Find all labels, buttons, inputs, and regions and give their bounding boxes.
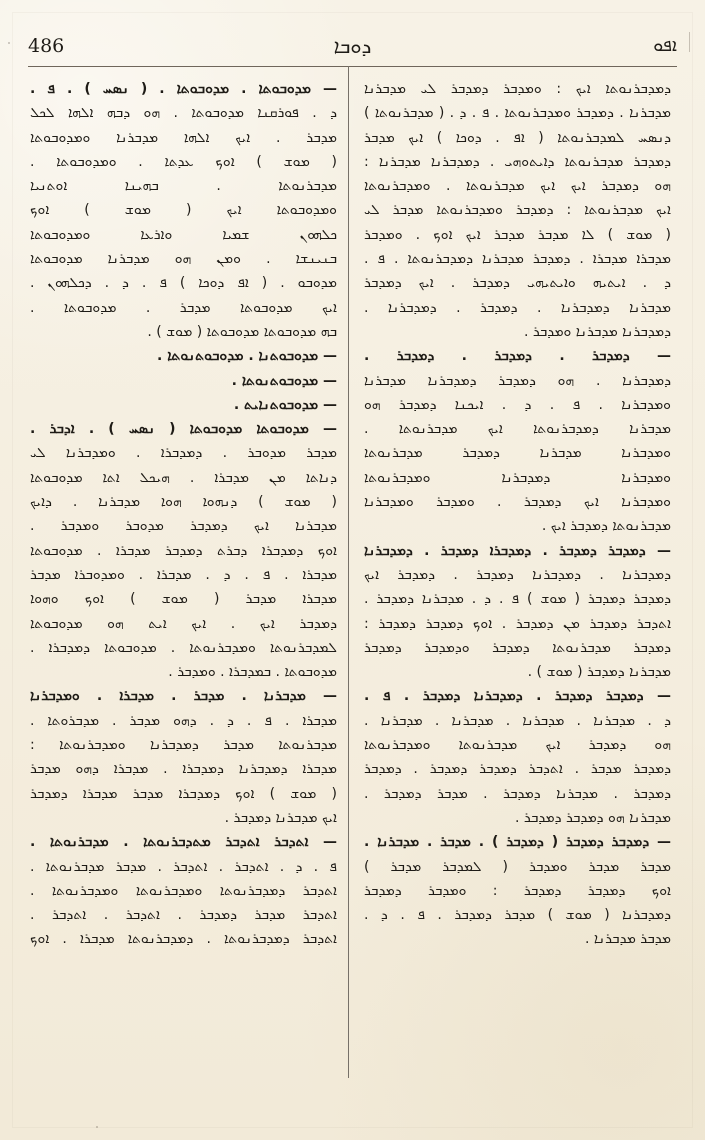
text-line: ܕܡܕܒܪ ܕܡܕܒܪ ( ܡܘܫ ) ܦ . ܕ . ܡܕܒܪܢܐ ܕܡܕܒܪ . — [364, 591, 671, 608]
text-line: ܐܝܟ ܡܕܒܪܢܐ ܕܡܕܒܪ . — [224, 809, 337, 826]
text-line: ܐܝܟ ܡܕܘܒܘܬܐ ܡܕܒܪ . ܡܕܘܒܘܬܐ . — [30, 299, 337, 316]
text-line: ܘܡܕܘܒܘܬܐ ܐܝܟ ( ܡܘܫ ) ܐܘܟ — [30, 202, 337, 219]
text-line: ܐܬܕܒܪ ܡܕܒܪ ܕܡܕܒܪ . ܐܬܕܒܪ . ܐܬܕܒܪ . — [30, 907, 337, 924]
text-line: — ܐܬܕܒܪ ܐܬܕܒܪ ܡܬܕܒܪܢܘܬܐ . ܡܕܒܪܢܘܬܐ . — [30, 834, 337, 851]
text-line: ܕܡܕܒܪܢܐ ( ܡܘܫ ) ܡܕܒܪ ܕܡܕܒܪ . ܦ . ܕ . — [364, 907, 671, 924]
text-line: — ܡܕܒܪܢܐ . ܡܕܒܪ . ܡܕܒܪܐ . ܘܡܕܒܪܢܐ — [30, 688, 337, 705]
text-line: ܒܗ ܡܕܘܒܘܬܐ ܡܕܘܒܘܬܐ ( ܡܘܫ ) . — [147, 323, 337, 340]
text-line: ܕܡܕܒܪ ܡܕܒܪܢܘܬܐ ܕܡܕܒܪ ܘܕܡܕܒܪ ܕܡܕܒܪ — [364, 639, 671, 656]
text-line: ܕܡܕܒܪ ܡܕܒܪܢܘܬܐ ܕܐܝܬܘܗܝ . ܕܡܕܒܪܢܐ ܡܕܒܪܢܐ : — [364, 153, 671, 170]
text-line: — ܕܡܕܒܪ ܕܡܕܒܪ . ܕܡܕܒܪܢܐ ܕܡܕܒܪ . ܦ . — [364, 688, 671, 705]
text-line: ܗܘ ܕܡܕܒܪ ܐܝܟ ܡܕܒܪܢܘܬܐ ܘܡܕܒܪܢܘܬܐ — [364, 737, 671, 754]
text-line: — ܕܡܕܒܪ ܕܡܕܒܪ . ܕܡܕܒܪܐ ܕܡܕܒܪ . ܕܡܕܒܪܢܐ — [364, 542, 671, 559]
text-line: ܡܕܒܪ . ܐܝܟ ܐܠܗܐ ܡܕܒܪܢܐ ܘܡܕܘܒܘܬܐ — [30, 129, 337, 146]
text-line: — ܡܕܘܒܘܬܢܘܬܐ . — [231, 372, 337, 389]
text-line: — ܕܡܕܒܪ . ܕܡܕܒܪ . ܕܡܕܒܪ . — [364, 348, 671, 365]
text-line: ܕܡܕܒܪܢܐ . ܗܘ ܕܡܕܒܪ ܕܡܕܒܪܢܐ ܡܕܒܪܢܐ — [364, 372, 671, 389]
page-edge-mark — [681, 32, 690, 52]
text-line: ܡܕܒܪܢܘܬܐ . ܒܗܝܢܐ ܐܘܬܢܝܐ — [30, 178, 337, 195]
text-line: ܕ . ܦܘܪܩܢܐ ܡܕܘܒܘܬܐ . ܗܘ ܕܒܗ ܐܠܗܐ ܠܟܠ — [30, 105, 337, 122]
text-line: ܘܡܕܒܪܢܐ . ܦ . ܕ . ܐܝܟܢܐ ܕܡܕܒܪ ܗܘ — [364, 396, 671, 413]
text-line: ܡܕܒܪܢܐ . ܕܡܕܒܪ ܘܡܕܒܪܢܘܬܐ . ܦ . ܕ . ( ܡܕܒܪܢܘܬܐ ) — [364, 105, 671, 122]
column-divider — [348, 66, 349, 1078]
text-line: ܕܡܕܒܪܢܐ . ܕܡܕܒܪܢܐ ܕܡܕܒܪ . ܕܡܕܒܪ ܐܝܟ — [364, 566, 671, 583]
text-line: ܕܡܕܒܪܢܘܬܐ ܐܝܟ : ܘܡܕܒܪ ܕܡܕܒܪ ܠܝ ܡܕܒܪܢܐ — [364, 81, 671, 97]
text-line: ܕ . ܡܕܒܪܢܐ . ܡܕܒܪܢܐ . ܡܕܒܪܢܐ . ܡܕܒܪܢܐ . — [364, 712, 671, 729]
left-text-column — [30, 77, 337, 1069]
text-line: ܘܡܕܒܪܢܐ ܡܕܒܪܢܐ ܕܡܕܒܪ ܡܕܒܪܢܘܬܐ — [364, 445, 671, 462]
text-line: ܐܝܟ ܡܕܒܪܢܘܬܐ : ܕܡܕܒܪ ܘܡܕܒܪܢܘܬܐ ܡܕܒܪ ܠܝ — [364, 202, 671, 219]
text-line: ܡܕܒܪܐ ܕܡܕܒܪܢܐ ܕܡܕܒܪܐ . ܡܕܒܪܐ ܕܗܘ ܡܕܒܪ — [30, 761, 337, 778]
text-line: ܡܕܒܪܢܐ ܕܡܕܒܪܢܐ . ܕܡܕܒܪ . ܕܡܕܒܪܢܐ . — [364, 299, 671, 316]
running-head: ܕܘܒܐ — [333, 34, 372, 58]
right-text-column — [364, 77, 671, 1069]
page-header — [28, 32, 677, 60]
text-line: ܡܕܒܪ ܡܕܘܒܪ . ܕܡܕܒܪܐ . ܘܡܕܒܪܢܐ ܠܝ — [30, 445, 337, 462]
text-line: — ܡܕܘܒܘܬܢܐ . ܡܕܘܒܘܬܢܘܬܐ . — [157, 348, 337, 365]
text-line: — ܡܕܘܒܘܬܐ . ܡܕܘܒܘܬܐ . ( ܢܣܚ ) . ܦ . — [30, 81, 337, 97]
paper-speck — [96, 1126, 98, 1128]
text-line: ܕ . ܐܝܬܝܗ ܘܐܝܬܝܗܝ ܕܡܕܒܪ . ܐܝܟ ܕܡܕܒܪ — [364, 275, 671, 292]
text-line: ܡܕܒܪܐ . ܦ . ܕ . ܕܗܘ ܡܕܒܪ . ܡܕܒܪܘܬܐ . — [30, 712, 337, 729]
text-line: ܡܕܘܒܘ . ( ܐܦ ܕܘܟܐ ) ܦ . ܕ . ܕܟܠܗܘܢ . — [30, 275, 337, 292]
text-line: ܠܡܕܒܪܢܘܬܐ ܘܡܕܒܪܢܘܬܐ . ܡܕܘܒܘܬܐ ܕܡܕܒܪܐ . — [30, 639, 337, 656]
text-line: ܕܡܕܒܪ ܡܕܒܪ . ܐܬܕܒܪ ܕܡܕܒܪ ܕܡܕܒܪ . ܕܡܕܒܪ — [364, 761, 671, 778]
text-line: — ܡܕܘܒܘܬܐ ܡܕܘܒܘܬܐ ( ܢܣܚ ) . ܐܕܒܪ . — [30, 421, 337, 438]
text-line: ܘܡܕܒܪܢܐ ܕܡܕܒܪܢܐ ܘܡܕܒܪܢܘܬܐ — [364, 469, 671, 486]
text-line: ܒܢܝܢܫܐ . ܘܡܢ ܗܘ ܡܕܒܪܢܐ ܡܕܘܒܘܬܐ — [30, 251, 337, 268]
text-line: ܡܕܒܪܢܐ ܕܡܕܒܪ ( ܡܘܫ ) . — [527, 664, 671, 681]
text-line: ܘܡܕܒܪܢܐ ܐܝܟ ܕܡܕܒܪ . ܘܡܕܒܪ ܘܡܕܒܪܢܐ — [364, 494, 671, 511]
text-line: ܐܘܟ ܕܡܕܒܪܐ ܕܒܪܬ ܕܡܕܒܪ ܡܕܒܪܐ . ܡܕܘܒܘܬܐ — [30, 542, 337, 559]
text-line: ܡܕܒܪܢܘܬܐ ܕܡܕܒܪ ܐܝܟ . — [541, 518, 671, 535]
text-line: ܡܕܒܪܐ ܡܕܒܪܐ . ܕܡܕܒܪ ܡܕܒܪܢܐ ܕܡܕܒܪܢܘܬܐ . ܦ . — [364, 251, 671, 268]
text-line: — ܕܡܕܒܪ ܕܡܕܒܪ ( ܕܡܕܒܪ ) . ܡܕܒܪ . ܡܕܒܪܢܐ . — [364, 834, 671, 851]
text-line: ܡܕܒܪ ܡܕܒܪܢܐ . — [585, 931, 671, 948]
text-line: ( ܡܘܫ ) ܕܢܗܘܐ ܗܘܐ ܡܕܒܪܢܐ . ܕܐܝܟ — [30, 494, 337, 511]
text-line: ܡܕܒܪܐ . ܦ . ܕ . ܡܕܒܪܐ . ܘܡܕܘܒܪܐ ܡܕܒܪ — [30, 566, 337, 583]
text-line: ܡܕܒܪܢܘܬܐ ܡܕܒܪ ܕܡܕܒܪܢܐ ܘܡܕܒܪܢܘܬܐ : — [30, 737, 337, 754]
text-line: ܕܢܐܬܐ ܡܢ ܡܕܒܪܐ . ܗܝܟܠ ܐܬܐ ܡܕܘܒܘܬܐ — [30, 469, 337, 486]
text-line: ܐܬܕܒܪ ܕܡܕܒܪ ܡܢ ܕܡܕܒܪ . ܐܘܟ ܕܡܕܒܪ ܕܡܕܒܪ : — [364, 615, 671, 632]
text-line: ܡܕܒܪܢܐ ܕܡܕܒܪܢܘܬܐ ܐܝܟ ܡܕܒܪܢܘܬܐ . — [364, 421, 671, 438]
text-line: ܡܕܒܪܐ ܡܕܒܪ ( ܡܘܫ ) ܐܘܟ ܘܗܘܐ — [30, 591, 337, 608]
text-line: ܦ . ܕ . ܐܬܕܒܪ . ܐܬܕܒܪ . ܡܕܒܪ ܡܕܒܪܢܘܬܐ . — [30, 858, 337, 875]
text-line: ܡܕܒܪܢܐ ܗܘ ܕܡܕܒܪ ܕܡܕܒܪ . — [515, 809, 671, 826]
text-line: ܡܕܒܪܢܐ ܐܝܟ ܕܡܕܒܪ ܡܕܘܒܪ ܘܡܕܒܪ . — [30, 518, 337, 535]
page-number-right: ܐܦܘ — [653, 35, 677, 56]
header-divider — [28, 66, 677, 67]
text-line: ܗܘ ܕܡܕܒܪ ܐܝܟ ܐܝܟ ܡܕܒܪܢܘܬܐ . ܘܡܕܒܪܢܘܬܐ — [364, 178, 671, 195]
paper-speck — [8, 42, 10, 44]
text-line: ܕܡܕܒܪ ܐܝܟ . ܐܝܟ ܐܝܬ ܗܘ ܡܕܘܒܘܬܐ — [30, 615, 337, 632]
text-line: ( ܡܘܫ ) ܐܘܟ ܥܕܬܐ . ܘܡܕܘܒܘܬܐ . — [30, 153, 337, 170]
text-line: ܐܬܕܒܪ ܕܡܕܒܪܢܘܬܐ . ܕܡܕܒܪܢܘܬܐ ܡܕܒܪܐ . ܐܘܟ — [30, 931, 337, 948]
text-line: ܕܡܕܒܪ . ܡܕܒܪܢܐ ܕܡܕܒܪ . ܡܕܒܪ ܕܡܕܒܪ . — [364, 785, 671, 802]
text-line: ܕܢܣܚ ܠܡܕܒܪܢܘܬܐ ( ܐܦ . ܕܘܟܐ ) ܐܝܟ ܡܕܒܪ — [364, 129, 671, 146]
text-line: ( ܡܘܫ ) ܐܘܟ ܕܡܕܒܪܐ ܡܕܒܪ ܡܕܒܪܐ ܕܡܕܒܪ — [30, 785, 337, 802]
text-line: ( ܡܘܫ ) ܠܐ ܡܕܒܪ ܡܕܒܪ ܐܝܟ ܐܘܟ . ܘܡܕܒܪ — [364, 226, 671, 243]
text-line: ܡܕܒܪ ܡܕܒܪ ܘܡܕܒܪ ( ܠܡܕܒܪ ܡܕܒܪ ) — [364, 858, 671, 875]
text-line: ܐܬܕܒܪ ܕܡܕܒܪܢܘܬܐ ܘܡܕܒܪܢܘܬܐ ܘܡܕܒܪܢܘܬܐ . — [30, 882, 337, 899]
text-line: ܡܕܘܒܘܬܐ . ܒܡܕܒܪܐ . ܘܡܕܒܪ . — [168, 664, 337, 681]
text-line: ܕܡܕܒܪܢܐ ܡܕܒܪܢܐ ܘܡܕܒܪ . — [523, 323, 671, 340]
text-line: — ܡܕܘܒܘܬܢܐܝܬ . — [233, 396, 337, 413]
page-number-left: 486 — [28, 35, 65, 57]
text-line: ܐܘܟ ܕܡܕܒܪ ܕܡܕܒܪ : ܘܡܕܒܪ ܕܡܕܒܪ — [364, 882, 671, 899]
text-line: ܟܠܗܘܢ ܫܡܝܐ ܘܐܪܥܐ ܘܡܕܘܒܘܬܐ — [30, 226, 337, 243]
